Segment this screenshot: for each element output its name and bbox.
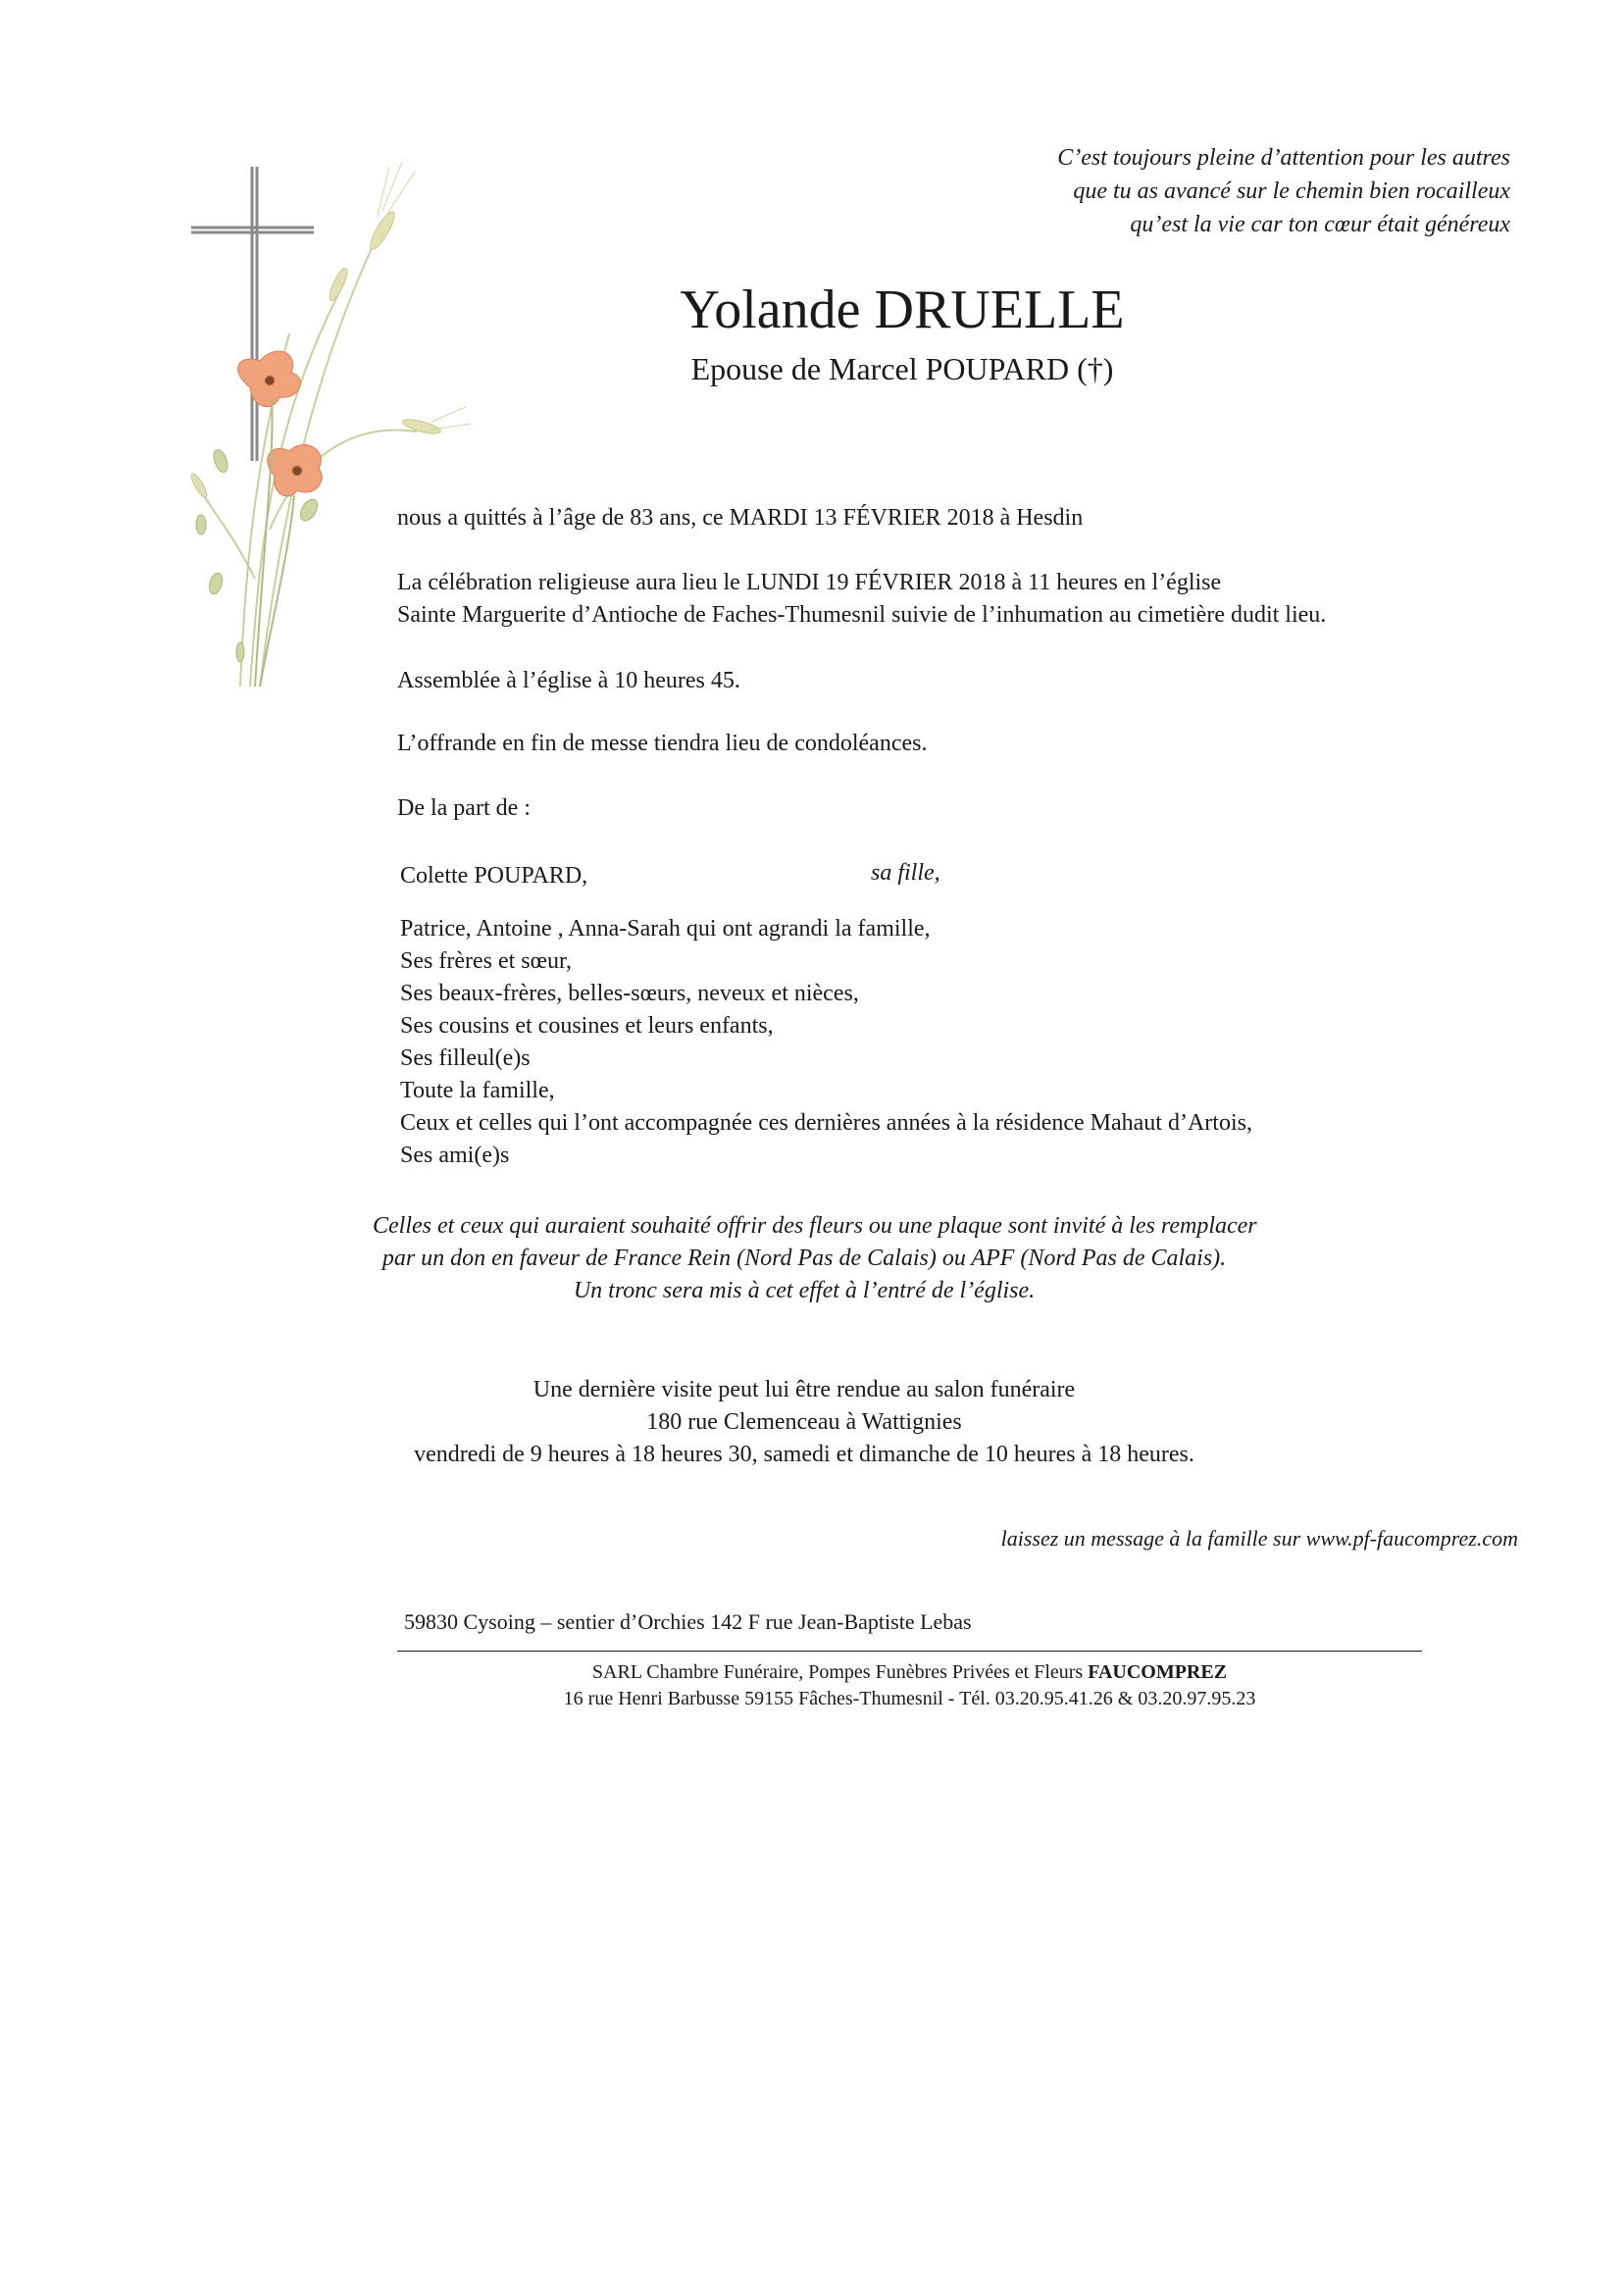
family-first-name: Colette POUPARD, bbox=[400, 863, 588, 889]
visit-line: vendredi de 9 heures à 18 heures 30, samedi et dimanche de 10 heures à 18 heures. bbox=[414, 1442, 1194, 1467]
offering-note: L’offrande en fin de messe tiendra lieu de condoléances. bbox=[397, 731, 928, 756]
visit-info bbox=[373, 1374, 1236, 1471]
family-list bbox=[400, 913, 1252, 1172]
family-member: Ses beaux-frères, belles-sœurs, neveux et nièces, bbox=[400, 981, 859, 1006]
footer-company: SARL Chambre Funéraire, Pompes Funèbres Privées et Fleurs bbox=[591, 1661, 1084, 1683]
flowers-notice bbox=[373, 1210, 1257, 1307]
poem bbox=[883, 141, 1510, 241]
family-member: Ses cousins et cousines et leurs enfants, bbox=[400, 1013, 774, 1039]
death-notice: nous a quittés à l’âge de 83 ans, ce MARDI 13 FÉVRIER 2018 à Hesdin bbox=[397, 505, 1084, 531]
poem-line: qu’est la vie car ton cœur était généreux bbox=[1130, 212, 1510, 237]
family-first-relation: sa fille, bbox=[871, 860, 940, 886]
cross-icon bbox=[191, 167, 314, 461]
family-member: Ses filleul(e)s bbox=[400, 1045, 531, 1071]
from-label: De la part de : bbox=[397, 795, 531, 821]
visit-line: Une dernière visite peut lui être rendue au salon funéraire bbox=[533, 1377, 1076, 1402]
family-address: 59830 Cysoing – sentier d’Orchies 142 F rue Jean-Baptiste Lebas bbox=[404, 1609, 972, 1634]
visit-line: 180 rue Clemenceau à Wattignies bbox=[646, 1409, 962, 1435]
ceremony-line-1: La célébration religieuse aura lieu le LUNDI 19 FÉVRIER 2018 à 11 heures en l’église bbox=[397, 570, 1222, 595]
family-member: Ses ami(e)s bbox=[400, 1143, 510, 1168]
poem-line: que tu as avancé sur le chemin bien rocailleux bbox=[1073, 178, 1510, 204]
flowers-notice-line: Un tronc sera mis à cet effet à l’entré de l’église. bbox=[573, 1278, 1036, 1303]
poem-line: C’est toujours pleine d’attention pour les autres bbox=[1057, 145, 1510, 171]
funeral-home-footer bbox=[397, 1659, 1422, 1712]
family-member: Patrice, Antoine , Anna-Sarah qui ont agrandi la famille, bbox=[400, 916, 931, 942]
family-member: Ses frères et sœur, bbox=[400, 948, 572, 974]
family-member: Toute la famille, bbox=[400, 1078, 555, 1103]
family-member: Ceux et celles qui l’ont accompagnée ces dernières années à la résidence Mahaut d’Artois, bbox=[400, 1110, 1252, 1136]
deceased-name: Yolande DRUELLE bbox=[680, 280, 1125, 340]
flowers-notice-line: par un don en faveur de France Rein (Nord Pas de Calais) ou APF (Nord Pas de Calais). bbox=[381, 1246, 1227, 1271]
footer-brand: FAUCOMPREZ bbox=[1088, 1661, 1228, 1683]
footer-divider bbox=[397, 1651, 1422, 1652]
flowers-notice-line: Celles et ceux qui auraient souhaité offrir des fleurs ou une plaque sont invité à les remplacer bbox=[373, 1213, 1257, 1239]
spouse-line: Epouse de Marcel POUPARD (†) bbox=[690, 351, 1114, 386]
website-message: laissez un message à la famille sur www.pf-faucomprez.com bbox=[1000, 1526, 1518, 1551]
assembly-time: Assemblée à l’église à 10 heures 45. bbox=[397, 668, 740, 693]
footer-line-2: 16 rue Henri Barbusse 59155 Fâches-Thumesnil - Tél. 03.20.95.41.26 & 03.20.97.95.23 bbox=[563, 1688, 1256, 1709]
footer-line-1 bbox=[397, 1659, 1422, 1686]
ceremony-line-2: Sainte Marguerite d’Antioche de Faches-Thumesnil suivie de l’inhumation au cimetière dudit lieu. bbox=[397, 602, 1327, 628]
